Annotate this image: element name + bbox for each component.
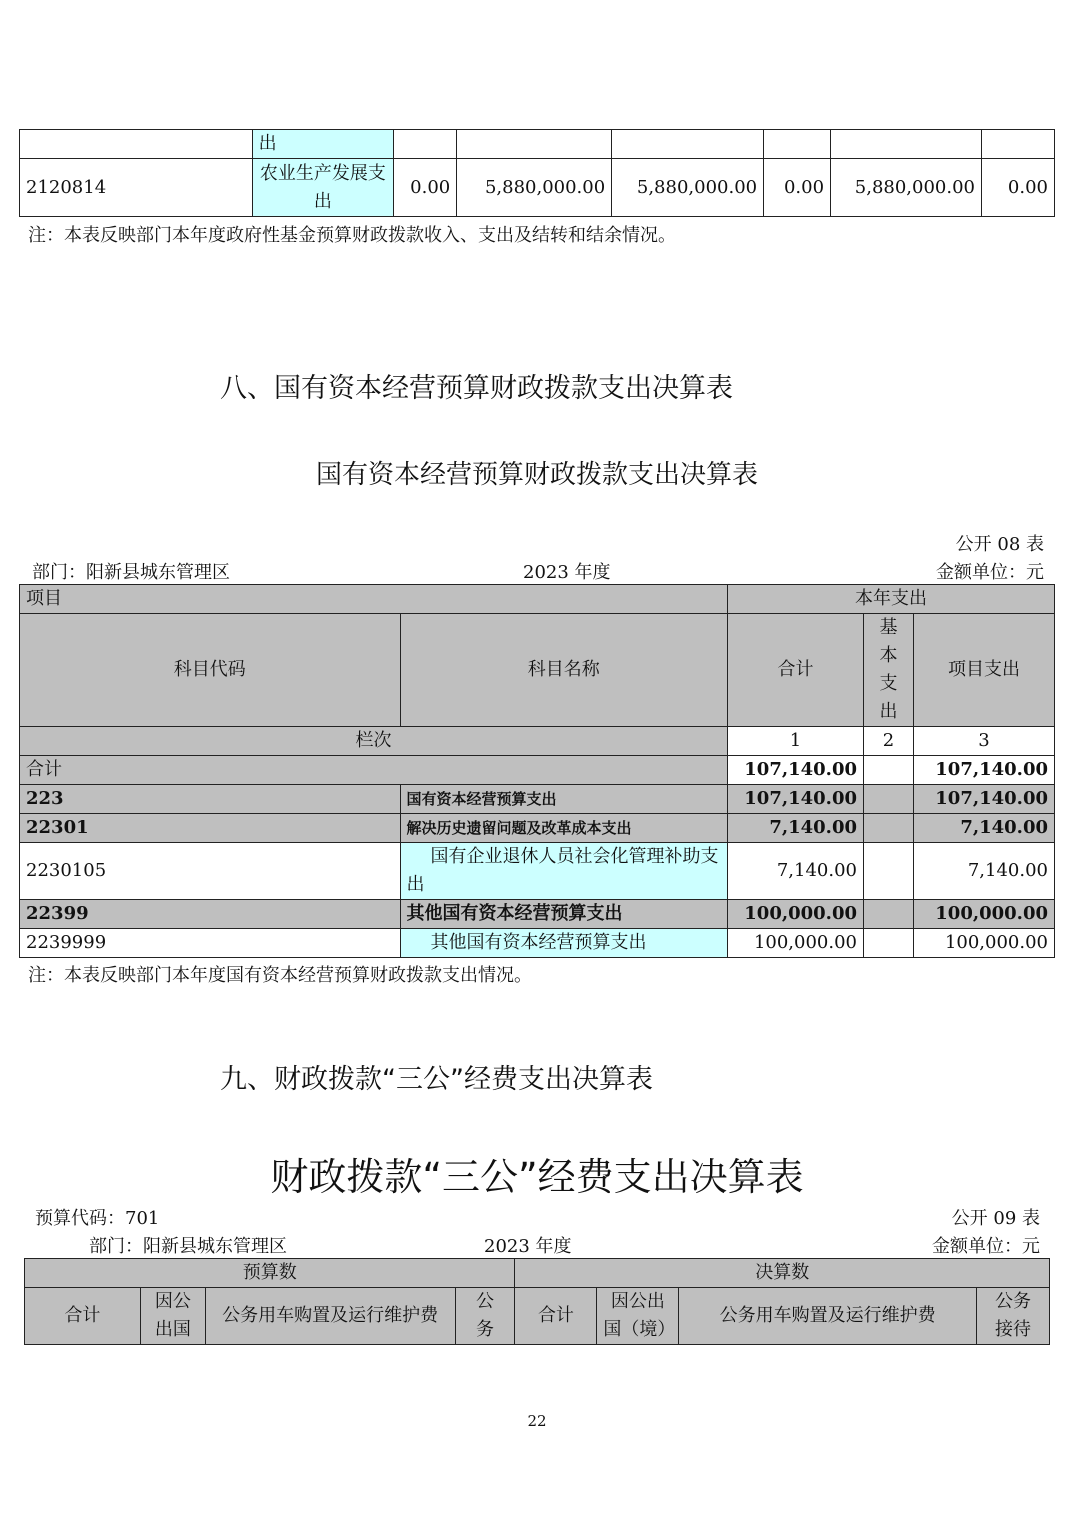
row-name: 国有资本经营预算支出 <box>400 785 728 814</box>
header-budget-car: 公务用车购置及运行维护费 <box>205 1288 455 1345</box>
row-name: 其他国有资本经营预算支出 <box>400 929 728 958</box>
top-table-value: 0.00 <box>982 159 1055 217</box>
header-final-abroad: 因公出国（境） <box>597 1288 679 1345</box>
section8-form-no: 公开 08 表 <box>955 534 1044 555</box>
row-code: 2230105 <box>20 843 401 900</box>
top-table-cell <box>831 130 982 159</box>
section8-heading: 八、国有资本经营预算财政拨款支出决算表 <box>220 373 733 404</box>
top-table-cell <box>20 130 253 159</box>
table-row <box>20 843 1055 900</box>
row-code: 合计 <box>20 756 728 785</box>
header-budget-total: 合计 <box>25 1288 141 1345</box>
row-project: 7,140.00 <box>913 843 1054 900</box>
header-basic: 基本支出 <box>864 614 914 727</box>
row-code: 22301 <box>20 814 401 843</box>
row-code: 22399 <box>20 900 401 929</box>
row-code: 223 <box>20 785 401 814</box>
top-table-name: 农业生产发展支出 <box>252 159 394 217</box>
header-col-3: 3 <box>913 727 1054 756</box>
top-table-cell <box>612 130 764 159</box>
section8-unit: 金额单位：元 <box>936 562 1044 583</box>
header-final-total: 合计 <box>515 1288 597 1345</box>
top-table-code: 2120814 <box>20 159 253 217</box>
row-total: 100,000.00 <box>728 900 864 929</box>
top-table-value: 5,880,000.00 <box>831 159 982 217</box>
header-name: 科目名称 <box>400 614 728 727</box>
row-basic <box>864 900 914 929</box>
row-basic <box>864 756 914 785</box>
top-table <box>19 129 1055 217</box>
section8-year: 2023 年度 <box>523 562 611 583</box>
header-final: 决算数 <box>515 1259 1050 1288</box>
header-final-reception: 公务接待 <box>976 1288 1049 1345</box>
top-table-value: 0.00 <box>394 159 457 217</box>
table-row <box>20 756 1055 785</box>
row-name: 解决历史遗留问题及改革成本支出 <box>400 814 728 843</box>
top-table-note: 注：本表反映部门本年度政府性基金预算财政拨款收入、支出及结转和结余情况。 <box>28 225 676 246</box>
header-total: 合计 <box>728 614 864 727</box>
table-row <box>20 929 1055 958</box>
header-project: 项目支出 <box>913 614 1054 727</box>
section9-form-no: 公开 09 表 <box>951 1208 1040 1229</box>
row-project: 7,140.00 <box>913 814 1054 843</box>
table-row <box>20 785 1055 814</box>
row-name: 国有企业退休人员社会化管理补助支出 <box>400 843 728 900</box>
header-budget: 预算数 <box>25 1259 515 1288</box>
row-basic <box>864 929 914 958</box>
top-table-value: 0.00 <box>764 159 831 217</box>
header-this-year: 本年支出 <box>728 585 1055 614</box>
top-table-cell <box>982 130 1055 159</box>
row-project: 100,000.00 <box>913 929 1054 958</box>
header-item: 项目 <box>20 585 728 614</box>
row-project: 107,140.00 <box>913 785 1054 814</box>
row-total: 107,140.00 <box>728 785 864 814</box>
table-row <box>20 814 1055 843</box>
table-row <box>20 900 1055 929</box>
section8-table <box>19 584 1055 958</box>
header-col-label: 栏次 <box>20 727 728 756</box>
header-col-2: 2 <box>864 727 914 756</box>
page-number: 22 <box>527 1412 547 1430</box>
section8-note: 注：本表反映部门本年度国有资本经营预算财政拨款支出情况。 <box>28 965 532 986</box>
row-code: 2239999 <box>20 929 401 958</box>
header-budget-reception: 公务 <box>455 1288 515 1345</box>
row-total: 100,000.00 <box>728 929 864 958</box>
section9-dept: 部门：阳新县城东管理区 <box>89 1236 287 1257</box>
section8-title: 国有资本经营预算财政拨款支出决算表 <box>315 460 758 490</box>
section9-heading: 九、财政拨款“三公”经费支出决算表 <box>220 1064 653 1095</box>
top-table-name-fragment: 出 <box>252 130 394 159</box>
header-final-car: 公务用车购置及运行维护费 <box>679 1288 977 1345</box>
row-name: 其他国有资本经营预算支出 <box>400 900 728 929</box>
header-budget-abroad: 因公出国 <box>140 1288 205 1345</box>
top-table-cell <box>764 130 831 159</box>
row-basic <box>864 814 914 843</box>
section8-dept: 部门：阳新县城东管理区 <box>32 562 230 583</box>
section9-title: 财政拨款“三公”经费支出决算表 <box>270 1155 804 1199</box>
section9-year: 2023 年度 <box>484 1236 572 1257</box>
section9-unit: 金额单位：元 <box>932 1236 1040 1257</box>
section9-budget-code: 预算代码：701 <box>35 1208 160 1229</box>
top-table-value: 5,880,000.00 <box>612 159 764 217</box>
row-total: 7,140.00 <box>728 843 864 900</box>
top-table-value: 5,880,000.00 <box>457 159 612 217</box>
row-basic <box>864 785 914 814</box>
row-total: 107,140.00 <box>728 756 864 785</box>
top-table-cell <box>457 130 612 159</box>
row-basic <box>864 843 914 900</box>
header-code: 科目代码 <box>20 614 401 727</box>
row-total: 7,140.00 <box>728 814 864 843</box>
section9-table <box>24 1258 1050 1345</box>
header-col-1: 1 <box>728 727 864 756</box>
row-project: 100,000.00 <box>913 900 1054 929</box>
top-table-cell <box>394 130 457 159</box>
row-project: 107,140.00 <box>913 756 1054 785</box>
table-row <box>20 159 1055 217</box>
